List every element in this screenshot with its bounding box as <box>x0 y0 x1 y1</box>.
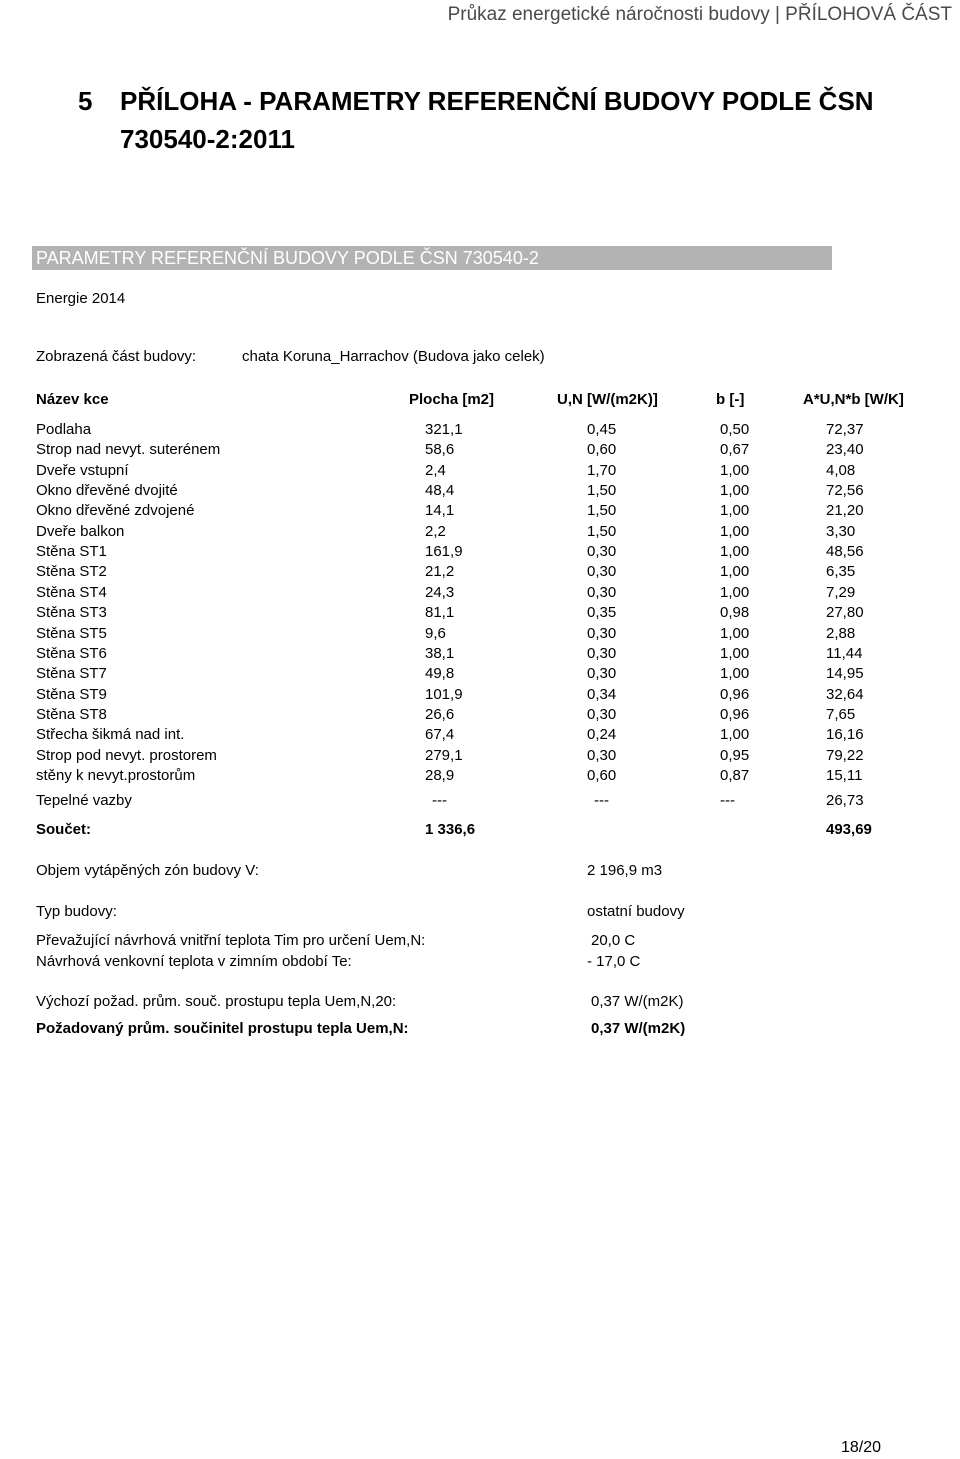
header-area: Plocha [m2] <box>409 391 495 408</box>
cell-b: 1,00 <box>720 522 750 540</box>
cell-name: Okno dřevěné dvojité <box>36 482 178 500</box>
cell-ab: 4,08 <box>826 461 856 479</box>
cell-ab: 21,20 <box>826 502 864 520</box>
cell-area: 2,4 <box>425 461 446 479</box>
cell-u: 0,35 <box>587 604 617 622</box>
param-volume-label: Objem vytápěných zón budovy V: <box>36 862 259 879</box>
param-required-uem-value: 0,37 W/(m2K) <box>591 1020 686 1037</box>
sum-label: Součet: <box>36 821 92 838</box>
cell-u: 0,30 <box>587 563 617 581</box>
cell-ab: 7,65 <box>826 705 856 723</box>
row-u: --- <box>594 792 609 809</box>
cell-u: 0,30 <box>587 705 617 723</box>
table-row <box>0 563 960 583</box>
table-row <box>0 747 960 767</box>
header-name: Název kce <box>36 391 109 408</box>
header-ab: A*U,N*b [W/K] <box>803 391 904 408</box>
cell-name: Stěna ST2 <box>36 563 107 581</box>
cell-ab: 3,30 <box>826 522 856 540</box>
thermal-bridges-row <box>0 792 960 812</box>
cell-area: 161,9 <box>425 543 463 561</box>
param-outdoor-temp-label: Návrhová venkovní teplota v zimním období Te: <box>36 953 352 970</box>
cell-area: 38,1 <box>425 644 455 662</box>
section-banner: PARAMETRY REFERENČNÍ BUDOVY PODLE ČSN 730540-2 <box>32 246 832 270</box>
building-value: chata Koruna_Harrachov (Budova jako celek) <box>242 348 545 365</box>
cell-b: 0,67 <box>720 441 750 459</box>
document-header-title: Průkaz energetické náročnosti budovy | PŘÍLOHOVÁ ČÁST <box>447 4 952 25</box>
cell-ab: 7,29 <box>826 583 856 601</box>
param-outdoor-temp-value: - 17,0 C <box>587 953 641 970</box>
table-row <box>0 726 960 746</box>
cell-ab: 14,95 <box>826 665 864 683</box>
row-ab: 26,73 <box>826 792 864 809</box>
cell-name: Dveře balkon <box>36 522 125 540</box>
cell-u: 1,50 <box>587 502 617 520</box>
cell-u: 0,30 <box>587 624 617 642</box>
param-indoor-temp-label: Převažující návrhová vnitřní teplota Tim pro určení Uem,N: <box>36 932 426 949</box>
cell-u: 0,60 <box>587 766 617 784</box>
cell-area: 9,6 <box>425 624 446 642</box>
sum-area: 1 336,6 <box>425 821 476 838</box>
cell-ab: 11,44 <box>826 644 863 662</box>
cell-b: 1,00 <box>720 543 750 561</box>
cell-ab: 32,64 <box>826 685 864 703</box>
cell-u: 1,70 <box>587 461 617 479</box>
cell-name: Strop nad nevyt. suterénem <box>36 441 221 459</box>
cell-name: Stěna ST1 <box>36 543 107 561</box>
section-heading <box>78 82 958 162</box>
cell-name: Okno dřevěné zdvojené <box>36 502 195 520</box>
cell-u: 0,30 <box>587 644 617 662</box>
cell-b: 1,00 <box>720 502 750 520</box>
cell-area: 49,8 <box>425 665 455 683</box>
cell-area: 48,4 <box>425 482 455 500</box>
param-volume-value: 2 196,9 m3 <box>587 862 663 879</box>
page-number: 18/20 <box>840 1439 881 1456</box>
param-indoor-temp-value: 20,0 C <box>591 932 636 949</box>
building-label: Zobrazená část budovy: <box>36 348 197 365</box>
cell-ab: 16,16 <box>826 726 864 744</box>
cell-u: 0,30 <box>587 665 617 683</box>
table-row <box>0 523 960 543</box>
table-row <box>0 706 960 726</box>
param-type-label: Typ budovy: <box>36 903 117 920</box>
cell-b: 1,00 <box>720 563 750 581</box>
cell-area: 14,1 <box>425 502 455 520</box>
cell-b: 0,87 <box>720 766 750 784</box>
cell-ab: 79,22 <box>826 746 864 764</box>
table-row <box>0 665 960 685</box>
cell-area: 24,3 <box>425 583 455 601</box>
cell-u: 0,30 <box>587 746 617 764</box>
row-b: --- <box>720 792 735 809</box>
param-type-value: ostatní budovy <box>587 903 685 920</box>
table-row <box>0 482 960 502</box>
cell-name: Stěna ST9 <box>36 685 107 703</box>
param-required-uem-label: Požadovaný prům. součinitel prostupu tepla Uem,N: <box>36 1020 409 1037</box>
software-name: Energie 2014 <box>36 290 126 307</box>
row-area: --- <box>432 792 447 809</box>
cell-u: 0,34 <box>587 685 617 703</box>
section-title-line2: 730540-2:2011 <box>120 124 295 154</box>
header-u: U,N [W/(m2K)] <box>557 391 658 408</box>
cell-name: Stěna ST5 <box>36 624 107 642</box>
cell-area: 28,9 <box>425 766 455 784</box>
cell-area: 321,1 <box>425 421 463 438</box>
cell-area: 2,2 <box>425 522 446 540</box>
table-row <box>0 441 960 461</box>
cell-ab: 23,40 <box>826 441 864 459</box>
param-base-uem-value: 0,37 W/(m2K) <box>591 993 684 1010</box>
cell-b: 0,98 <box>720 604 750 622</box>
cell-ab: 72,37 <box>826 421 864 438</box>
table-row <box>0 604 960 624</box>
cell-name: Střecha šikmá nad int. <box>36 726 185 744</box>
table-row <box>0 543 960 563</box>
table-row <box>0 462 960 482</box>
cell-u: 0,60 <box>587 441 617 459</box>
cell-name: Strop pod nevyt. prostorem <box>36 746 217 764</box>
section-title-line1: PŘÍLOHA - PARAMETRY REFERENČNÍ BUDOVY PODLE ČSN <box>120 86 874 116</box>
cell-u: 0,45 <box>587 421 617 438</box>
cell-u: 1,50 <box>587 522 617 540</box>
cell-b: 1,00 <box>720 726 750 744</box>
row-name: Tepelné vazby <box>36 792 132 809</box>
table-row <box>0 502 960 522</box>
cell-area: 101,9 <box>425 685 463 703</box>
table-row <box>0 625 960 645</box>
cell-area: 81,1 <box>425 604 455 622</box>
table-row <box>0 686 960 706</box>
cell-b: 1,00 <box>720 583 750 601</box>
cell-area: 67,4 <box>425 726 455 744</box>
cell-name: Stěna ST4 <box>36 583 107 601</box>
cell-area: 21,2 <box>425 563 455 581</box>
cell-u: 0,30 <box>587 583 617 601</box>
cell-b: 0,96 <box>720 685 750 703</box>
cell-area: 279,1 <box>425 746 463 764</box>
cell-u: 1,50 <box>587 482 617 500</box>
sum-row <box>0 821 960 841</box>
cell-ab: 48,56 <box>826 543 864 561</box>
cell-area: 26,6 <box>425 705 455 723</box>
cell-ab: 2,88 <box>826 624 856 642</box>
table-header-row <box>0 391 960 411</box>
table-row <box>0 584 960 604</box>
cell-b: 0,96 <box>720 705 750 723</box>
cell-name: Stěna ST7 <box>36 665 107 683</box>
table-row <box>0 645 960 665</box>
cell-u: 0,30 <box>587 543 617 561</box>
cell-area: 58,6 <box>425 441 455 459</box>
param-base-uem-label: Výchozí požad. prům. souč. prostupu tepla Uem,N,20: <box>36 993 397 1010</box>
cell-ab: 27,80 <box>826 604 864 622</box>
cell-b: 1,00 <box>720 461 750 479</box>
cell-b: 1,00 <box>720 624 750 642</box>
cell-name: Podlaha <box>36 421 92 438</box>
cell-b: 0,95 <box>720 746 750 764</box>
table-row <box>0 767 960 787</box>
header-b: b [-] <box>716 391 745 408</box>
cell-b: 1,00 <box>720 665 750 683</box>
cell-name: Stěna ST3 <box>36 604 107 622</box>
cell-ab: 6,35 <box>826 563 856 581</box>
cell-b: 1,00 <box>720 644 750 662</box>
cell-name: Stěna ST8 <box>36 705 107 723</box>
cell-u: 0,24 <box>587 726 617 744</box>
section-number: 5 <box>78 86 93 116</box>
cell-name: Dveře vstupní <box>36 461 129 479</box>
sum-ab: 493,69 <box>826 821 872 838</box>
cell-ab: 72,56 <box>826 482 864 500</box>
cell-name: Stěna ST6 <box>36 644 107 662</box>
cell-b: 0,50 <box>720 421 750 438</box>
cell-name: stěny k nevyt.prostorům <box>36 766 196 784</box>
cell-ab: 15,11 <box>826 766 863 784</box>
cell-b: 1,00 <box>720 482 750 500</box>
table-row <box>0 421 960 441</box>
